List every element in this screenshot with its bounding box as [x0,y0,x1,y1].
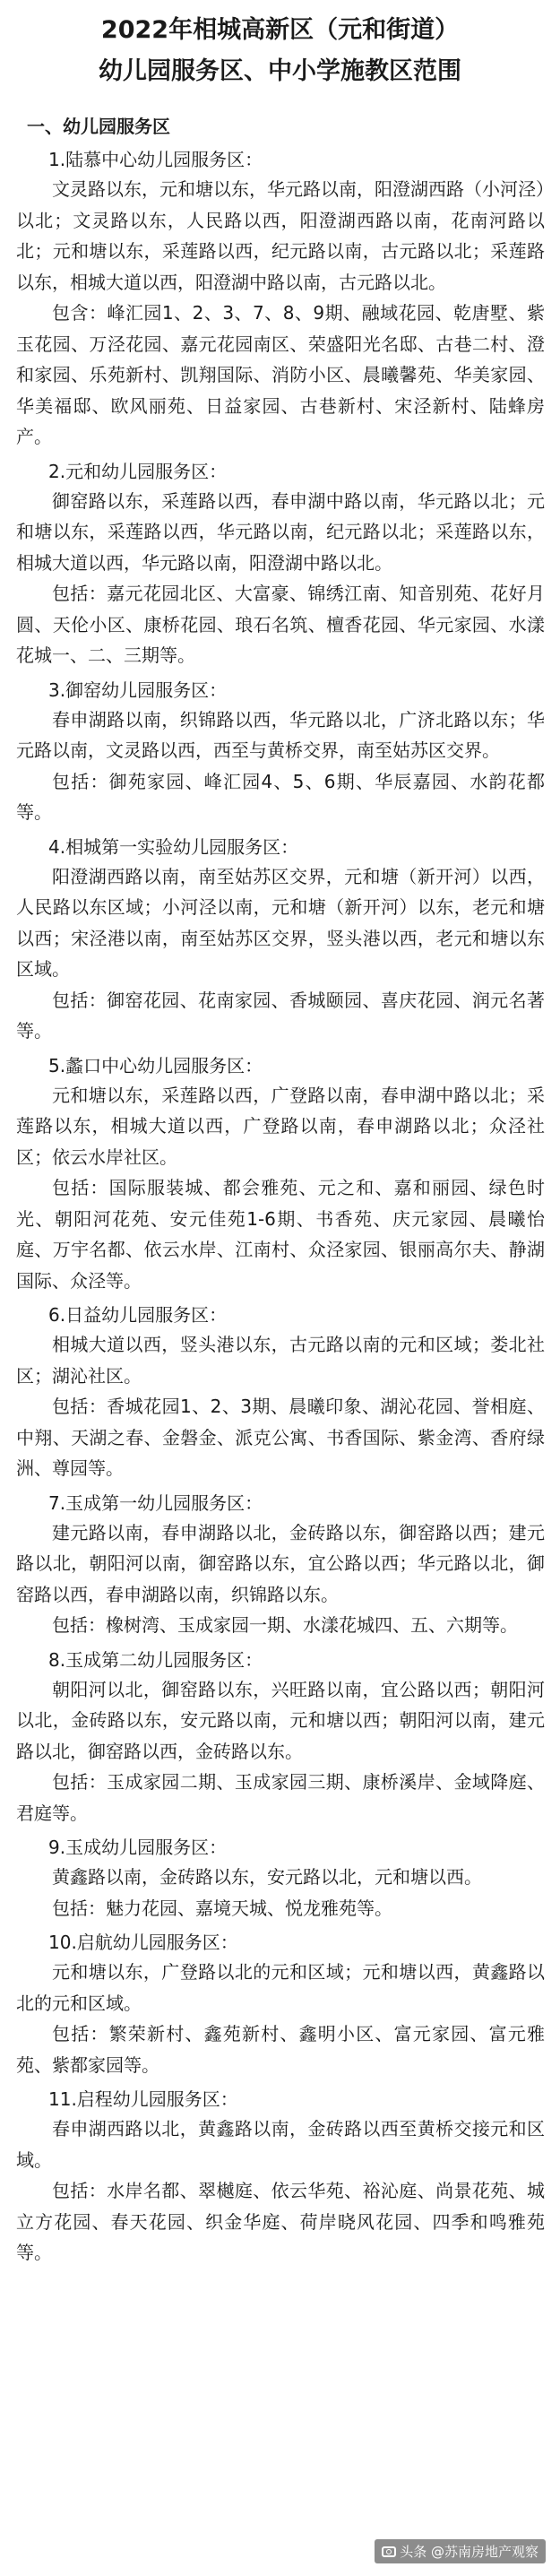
service-area-text: 朝阳河以北，御窑路以东，兴旺路以南，宜公路以西；朝阳河以北，金砖路以东，安元路以南，元和塘以西；朝阳河以南，建元路以北，御窑路以西，金砖路以东。 [16,1678,545,1762]
kindergarten-section [16,1052,545,1297]
service-area-text: 元和塘以东，采莲路以西，广登路以南，春申湖中路以北；采莲路以东，相城大道以西，广登路以南，春申湖路以北；众泾社区；依云水岸社区。 [16,1084,545,1168]
kindergarten-title: 11.启程幼儿园服务区： [48,2088,238,2110]
service-area-text: 阳澄湖西路以南，南至姑苏区交界，元和塘（新开河）以西，人民路以东区域；小河泾以南，元和塘（新开河）以东，老元和塘以西；宋泾港以南，南至姑苏区交界，竖头港以西，老元和塘以东区域。 [16,865,545,980]
kindergarten-section [16,1301,545,1484]
included-communities-text: 包括：橡树湾、玉成家园一期、水漾花城四、五、六期等。 [52,1614,518,1636]
document-body [16,113,545,2269]
included-communities-text: 包括：国际服装城、都会雅苑、元之和、嘉和丽园、绿色时光、朝阳河花苑、安元佳苑1-6期、书香苑、庆元家园、晨曦怡庭、万宇名都、依云水岸、江南村、众泾家园、银丽高尔夫、静湖国际、众泾等。 [16,1177,545,1292]
kindergarten-title: 6.日益幼儿园服务区： [48,1304,228,1326]
kindergarten-section [16,1647,545,1829]
service-area-text: 黄鑫路以南，金砖路以东，安元路以北，元和塘以西。 [52,1866,482,1888]
page-subtitle: 幼儿园服务区、中小学施教区范围 [99,57,461,85]
included-communities-text: 包括：香城花园1、2、3期、晨曦印象、湖沁花园、誉相庭、中翔、天湖之春、金磐金、派克公寓、书香国际、紫金湾、香府绿洲、尊园等。 [16,1396,545,1479]
kindergarten-section [16,458,545,671]
watermark [375,2539,546,2563]
page-title: 2022年相城高新区（元和街道） [100,16,460,44]
service-area-text: 御窑路以东，采莲路以西，春申湖中路以南，华元路以北；元和塘以东，采莲路以西，华元路以南，纪元路以北；采莲路以东，相城大道以西，华元路以南，阳澄湖中路以北。 [16,489,545,574]
kindergarten-title: 4.相城第一实验幼儿园服务区： [48,835,299,858]
included-communities-text: 包括：嘉元花园北区、大富豪、锦绣江南、知音别苑、花好月圆、天伦小区、康桥花园、琅石名筑、檀香花园、华元家园、水漾花城一、二、三期等。 [16,583,545,666]
included-communities-text: 包括：魅力花园、嘉境天城、悦龙雅苑等。 [52,1897,392,1919]
included-communities-text: 包括：御窑花园、花南家园、香城颐园、喜庆花园、润元名著等。 [16,989,545,1042]
kindergarten-title: 5.蠡口中心幼儿园服务区： [48,1054,263,1076]
included-communities-text: 包括：玉成家园二期、玉成家园三期、康桥溪岸、金域降庭、君庭等。 [16,1771,545,1824]
kindergarten-list [16,146,545,2269]
service-area-text: 春申湖路以南，织锦路以西，华元路以北，广济北路以东；华元路以南，文灵路以西，西至与黄桥交界，南至姑苏区交界。 [16,708,545,761]
section-heading: 一、幼儿园服务区 [27,116,170,137]
kindergarten-title: 10.启航幼儿园服务区： [48,1932,238,1953]
kindergarten-title: 8.玉成第二幼儿园服务区： [48,1648,263,1671]
kindergarten-title: 1.陆慕中心幼儿园服务区： [48,149,263,170]
kindergarten-section [16,1834,545,1923]
camera-icon [382,2546,396,2557]
kindergarten-title: 3.御窑幼儿园服务区： [48,679,228,701]
service-area-text: 建元路以南，春申湖路以北，金砖路以东，御窑路以西；建元路以北，朝阳河以南，御窑路以东，宜公路以西；华元路以北，御窑路以西，春申湖路以南，织锦路以东。 [16,1521,545,1605]
included-communities-text: 包括：繁荣新村、鑫苑新村、鑫明小区、富元家园、富元雅苑、紫都家园等。 [16,2023,545,2076]
watermark-text: 头条 @苏南房地产观察 [400,2544,538,2560]
kindergarten-title: 2.元和幼儿园服务区： [48,460,228,482]
kindergarten-section [16,146,545,453]
kindergarten-title: 7.玉成第一幼儿园服务区： [48,1491,263,1514]
included-communities-text: 包括：御苑家园、峰汇园4、5、6期、华辰嘉园、水韵花都等。 [16,770,545,823]
kindergarten-section [16,677,545,828]
service-area-text: 春申湖西路以北，黄鑫路以南，金砖路以西至黄桥交接元和区域。 [16,2118,545,2171]
kindergarten-section [16,1490,545,1641]
kindergarten-title: 9.玉成幼儿园服务区： [48,1837,228,1858]
kindergarten-section [16,1929,545,2080]
kindergarten-section [16,834,545,1047]
service-area-text: 文灵路以东，元和塘以东，华元路以南，阳澄湖西路（小河泾）以北；文灵路以东，人民路以西，阳澄湖西路以南，花南河路以北；元和塘以东，采莲路以西，纪元路以南，古元路以北；采莲路以东，相城大道以西，阳澄湖中路以南，古元路以北。 [16,178,545,293]
service-area-text: 相城大道以西，竖头港以东，古元路以南的元和区域；娄北社区；湖沁社区。 [16,1334,545,1387]
included-communities-text: 包含：峰汇园1、2、3、7、8、9期、融域花园、乾唐墅、紫玉花园、万泾花园、嘉元花园南区、荣盛阳光名邸、古巷二村、澄和家园、乐苑新村、凯翔国际、消防小区、晨曦馨苑、华美家园、华美福邸、欧风丽苑、日益家园、古巷新村、宋泾新村、陆蜂房产。 [16,302,545,447]
service-area-text: 元和塘以东，广登路以北的元和区域；元和塘以西，黄鑫路以北的元和区域。 [16,1961,545,2014]
kindergarten-section [16,2086,545,2269]
included-communities-text: 包括：水岸名都、翠樾庭、依云华苑、裕沁庭、尚景花苑、城立方花园、春天花园、织金华庭、荷岸晓风花园、四季和鸣雅苑等。 [16,2180,545,2263]
